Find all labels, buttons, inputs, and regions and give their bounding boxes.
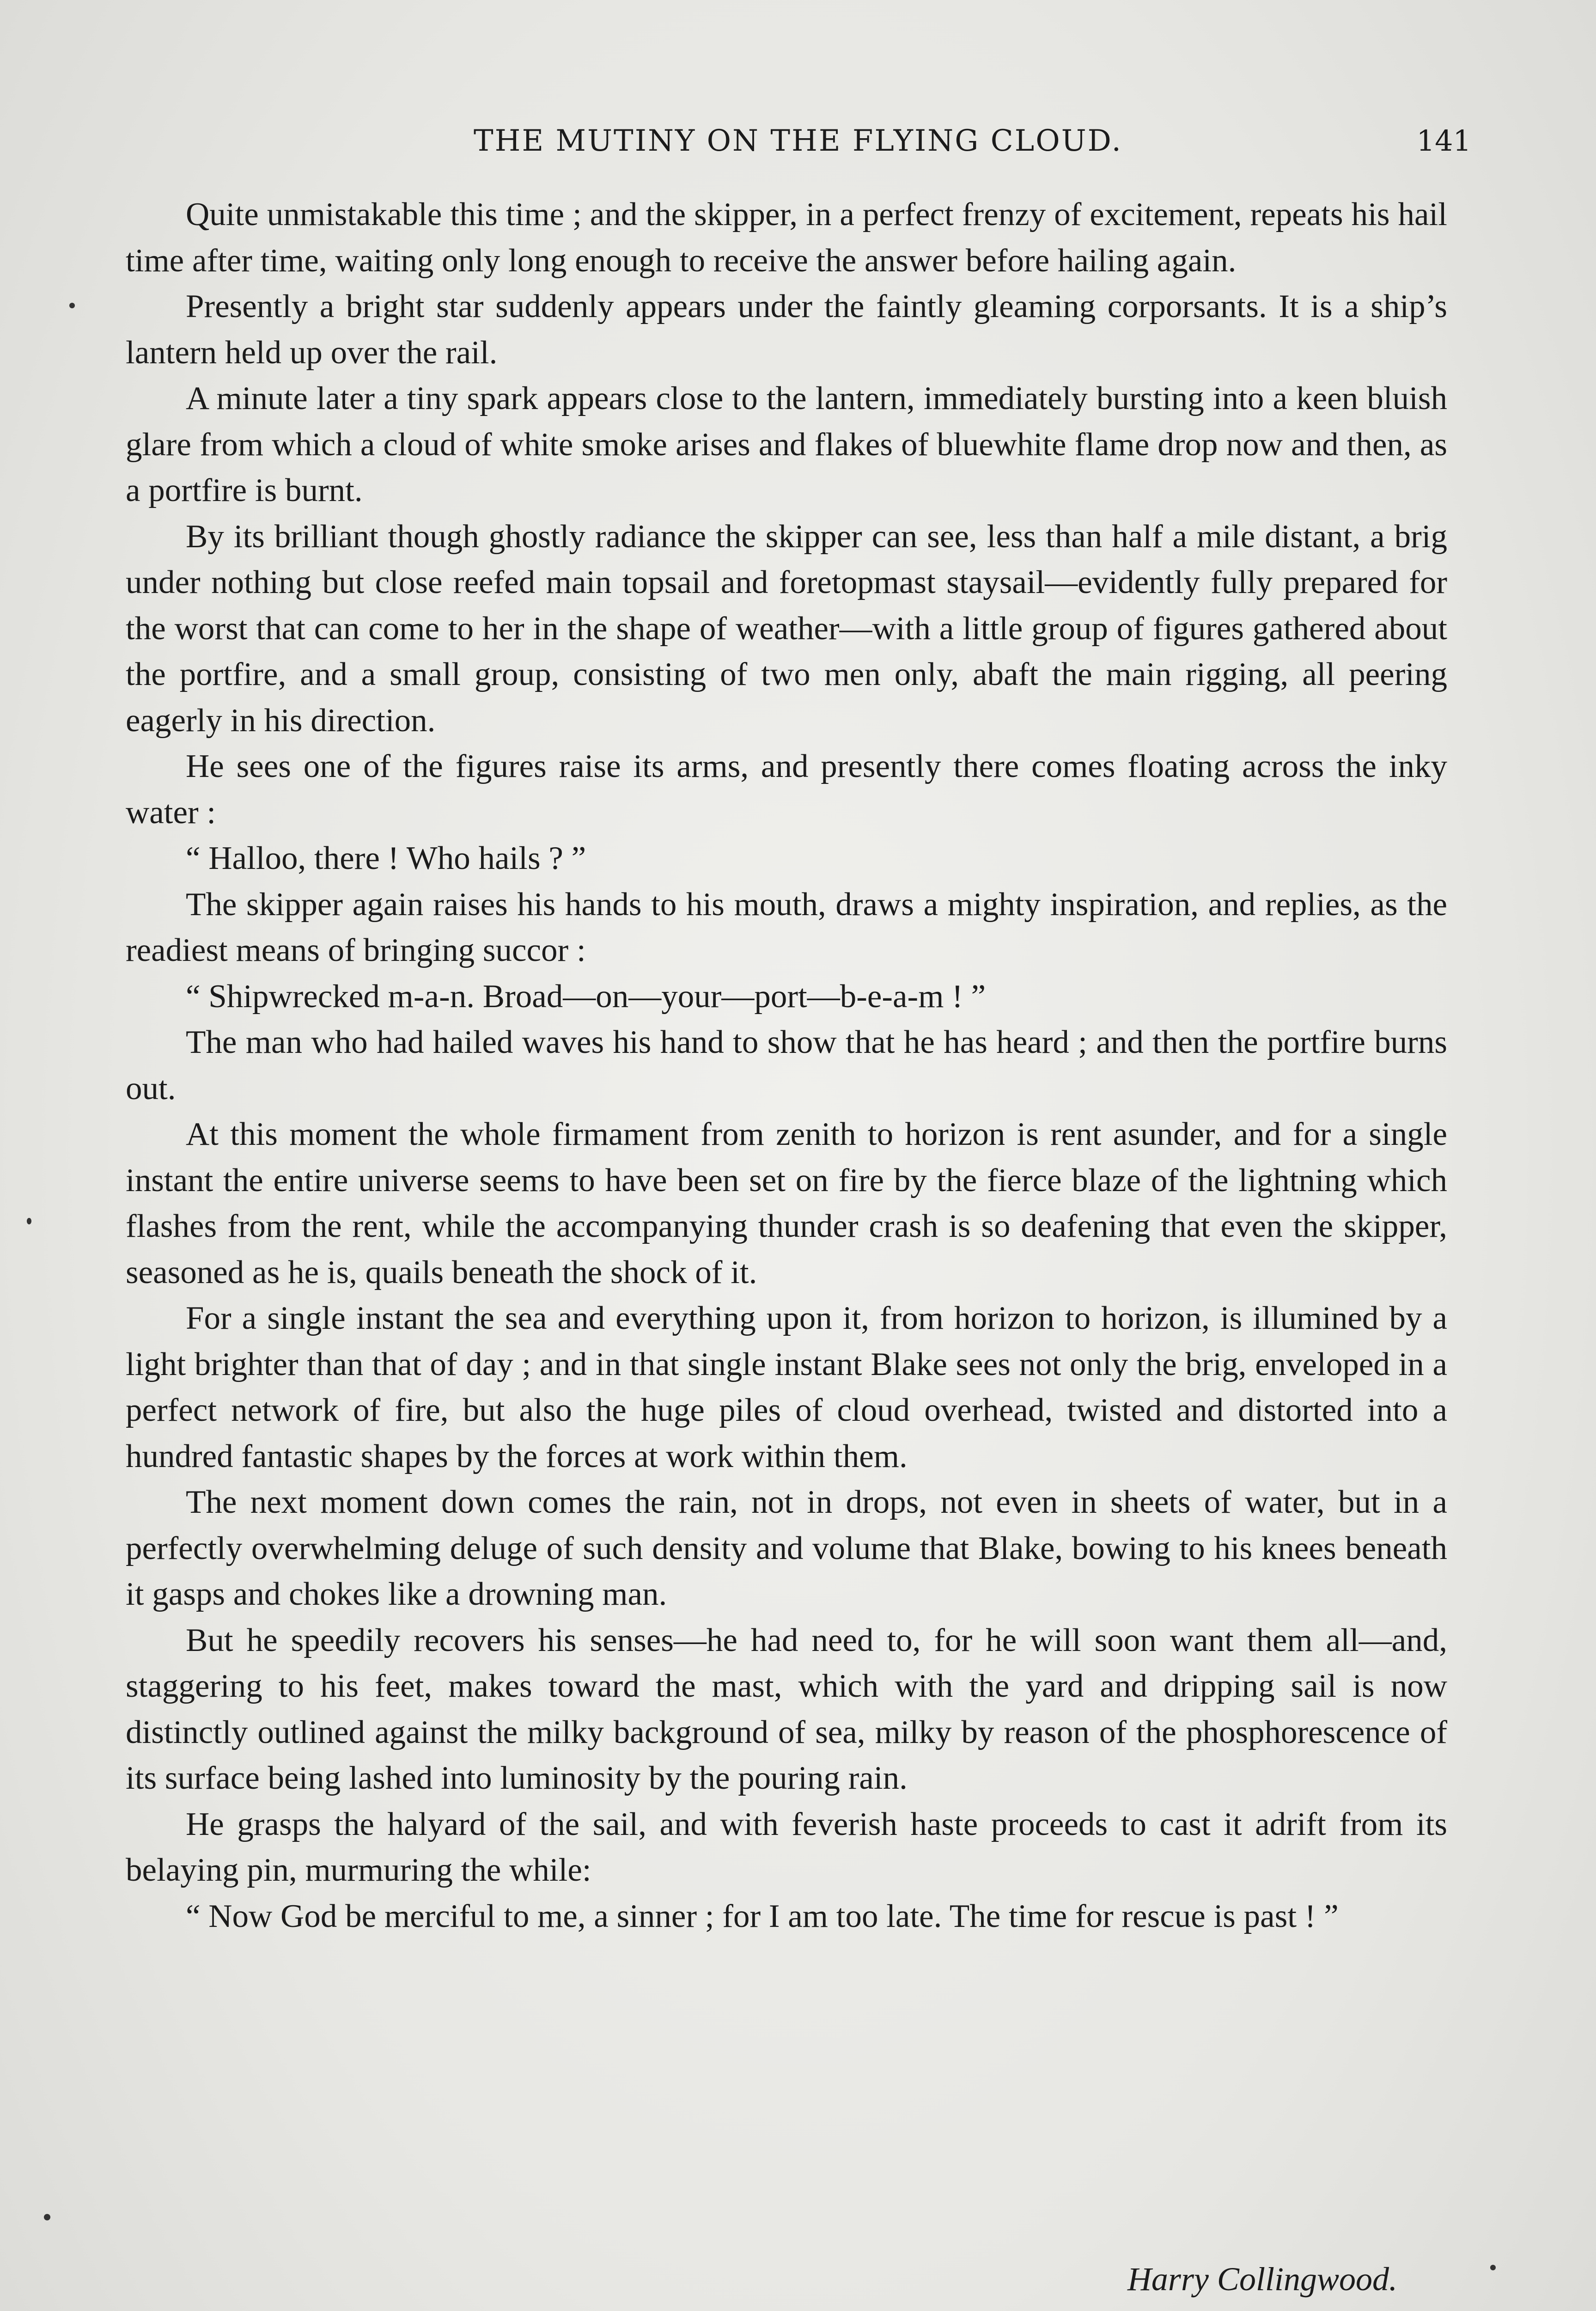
ink-speck	[1490, 2265, 1496, 2270]
paragraph: The skipper again raises his hands to his mouth, draws a mighty inspiration, and replies, as the readiest means of bringing succor :	[126, 886, 1447, 968]
dialogue-line: “ Shipwrecked m-a-n. Broad—on—your—port—b-e-a-m ! ”	[186, 978, 986, 1015]
paragraph: The man who had hailed waves his hand to show that he has heard ; and then the portfire burns out.	[126, 1024, 1447, 1107]
running-head	[125, 124, 1471, 165]
paragraph: For a single instant the sea and everything upon it, from horizon to horizon, is illumined by a light brighter than that of day ; and in that single instant Blake sees not only the brig, enveloped in a perfect network of fire, but also the huge piles of cloud overhead, twisted and distorted into a hundred fantastic shapes by the forces at work within them.	[126, 1300, 1447, 1474]
paragraph: But he speedily recovers his senses—he had need to, for he will soon want them all—and, staggering to his feet, makes toward the mast, which with the yard and dripping sail is now distinctly outlined against the milky background of sea, milky by reason of the phosphorescence of its surface being lashed into luminosity by the pouring rain.	[126, 1622, 1447, 1796]
running-title: THE MUTINY ON THE FLYING CLOUD.	[473, 124, 1123, 158]
paragraph: The next moment down comes the rain, not in drops, not even in sheets of water, but in a perfectly overwhelming deluge of such density and volume that Blake, bowing to his knees beneath it gasps and chokes like a drowning man.	[126, 1484, 1447, 1612]
paragraph: Presently a bright star suddenly appears under the faintly gleaming corporsants. It is a ship’s lantern held up over the rail.	[126, 288, 1447, 371]
ink-speck	[27, 1218, 31, 1224]
ink-speck	[69, 303, 75, 308]
dialogue-line: “ Now God be merciful to me, a sinner ; for I am too late. The time for rescue is past ! ”	[186, 1898, 1339, 1934]
author-signature: Harry Collingwood.	[1127, 2261, 1397, 2298]
ink-speck	[44, 2214, 50, 2220]
paragraph: He grasps the halyard of the sail, and with feverish haste proceeds to cast it adrift from its belaying pin, murmuring the while:	[126, 1806, 1447, 1888]
paragraph: A minute later a tiny spark appears close to the lantern, immediately bursting into a keen bluish glare from which a cloud of white smoke arises and flakes of bluewhite flame drop now and then, as a portfire is burnt.	[126, 380, 1447, 508]
paragraph: By its brilliant though ghostly radiance the skipper can see, less than half a mile distant, a brig under nothing but close reefed main topsail and foretopmast staysail—evidently fully prepared for the worst that can come to her in the shape of weather—with a little group of figures gathered about the portfire, and a small group, consisting of two men only, abaft the main rigging, all peering eagerly in his direction.	[126, 518, 1447, 739]
dialogue-line: “ Halloo, there ! Who hails ? ”	[186, 840, 586, 876]
article-body	[126, 192, 1447, 1939]
page-number: 141	[1416, 124, 1471, 158]
paragraph: At this moment the whole firmament from zenith to horizon is rent asunder, and for a single instant the entire universe seems to have been set on fire by the fierce blaze of the lightning which flashes from the rent, while the accompanying thunder crash is so deafening that even the skipper, seasoned as he is, quails beneath the shock of it.	[126, 1116, 1447, 1290]
paragraph: Quite unmistakable this time ; and the skipper, in a perfect frenzy of excitement, repeats his hail time after time, waiting only long enough to receive the answer before hailing again.	[126, 196, 1447, 279]
paragraph: He sees one of the figures raise its arms, and presently there comes floating across the inky water :	[126, 748, 1447, 831]
